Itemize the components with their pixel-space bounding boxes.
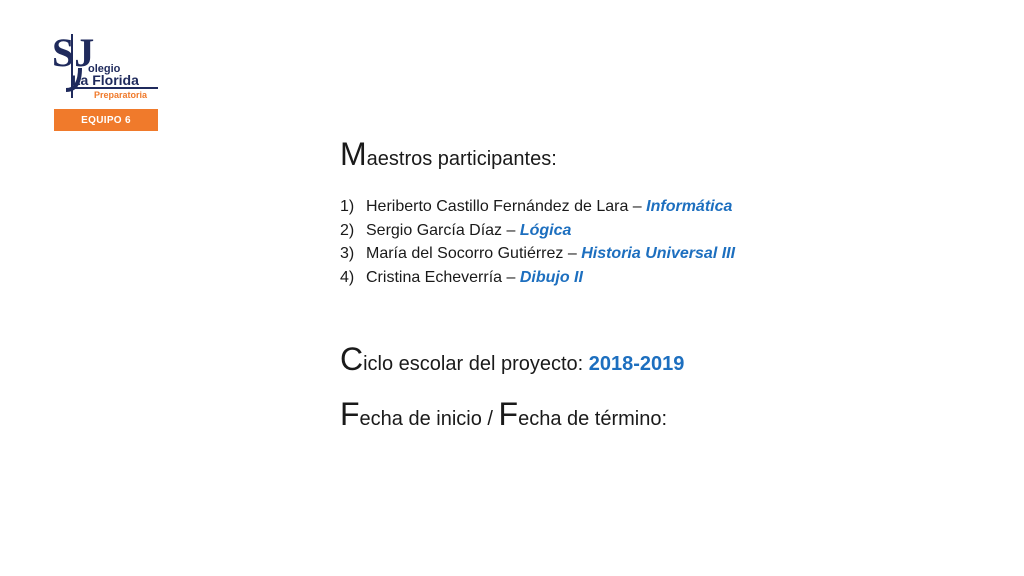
logo-line2: La Florida [72, 72, 139, 88]
teacher-separator: – [502, 221, 520, 239]
teacher-separator: – [502, 268, 520, 286]
teacher-item [340, 242, 980, 266]
teacher-name: Cristina Echeverría [366, 268, 503, 286]
teacher-name: Heriberto Castillo Fernández de Lara [366, 198, 629, 215]
start-date-label: echa de inicio / [359, 408, 499, 430]
teachers-heading [340, 136, 980, 173]
logo-line3: Preparatoria [94, 90, 148, 100]
end-date-initial: F [498, 396, 519, 432]
teacher-subject: Dibujo II [519, 268, 583, 286]
start-date-initial: F [340, 396, 360, 432]
school-cycle-value: 2018-2019 [588, 353, 685, 375]
logo-line1: olegio [88, 63, 121, 75]
teachers-heading-initial: M [340, 136, 367, 172]
school-logo-mark [50, 28, 162, 104]
team-badge: EQUIPO 6 [54, 109, 158, 131]
teacher-number: 3) [340, 245, 355, 262]
school-cycle-label: iclo escolar del proyecto: [363, 353, 589, 375]
slide-content [340, 136, 980, 433]
teacher-name: María del Socorro Gutiérrez [366, 245, 564, 262]
teacher-item [340, 219, 980, 243]
logo-letters: SJ [52, 30, 95, 75]
teacher-item [340, 266, 980, 290]
teacher-subject: Informática [646, 198, 733, 215]
project-dates [340, 396, 980, 433]
end-date-label: echa de término: [518, 408, 668, 430]
teachers-heading-text: aestros participantes: [366, 148, 557, 170]
teacher-number: 4) [340, 268, 355, 286]
teacher-item [340, 195, 980, 219]
school-cycle [340, 341, 980, 378]
school-cycle-initial: C [340, 341, 364, 377]
school-logo [50, 28, 162, 104]
teacher-separator: – [628, 198, 647, 215]
teacher-subject: Lógica [519, 221, 572, 239]
teacher-name: Sergio García Díaz [366, 221, 503, 239]
teacher-number: 2) [340, 221, 355, 239]
teacher-separator: – [563, 245, 582, 262]
teacher-subject: Historia Universal III [581, 245, 736, 262]
teacher-number: 1) [340, 198, 355, 215]
teachers-list [340, 195, 980, 289]
